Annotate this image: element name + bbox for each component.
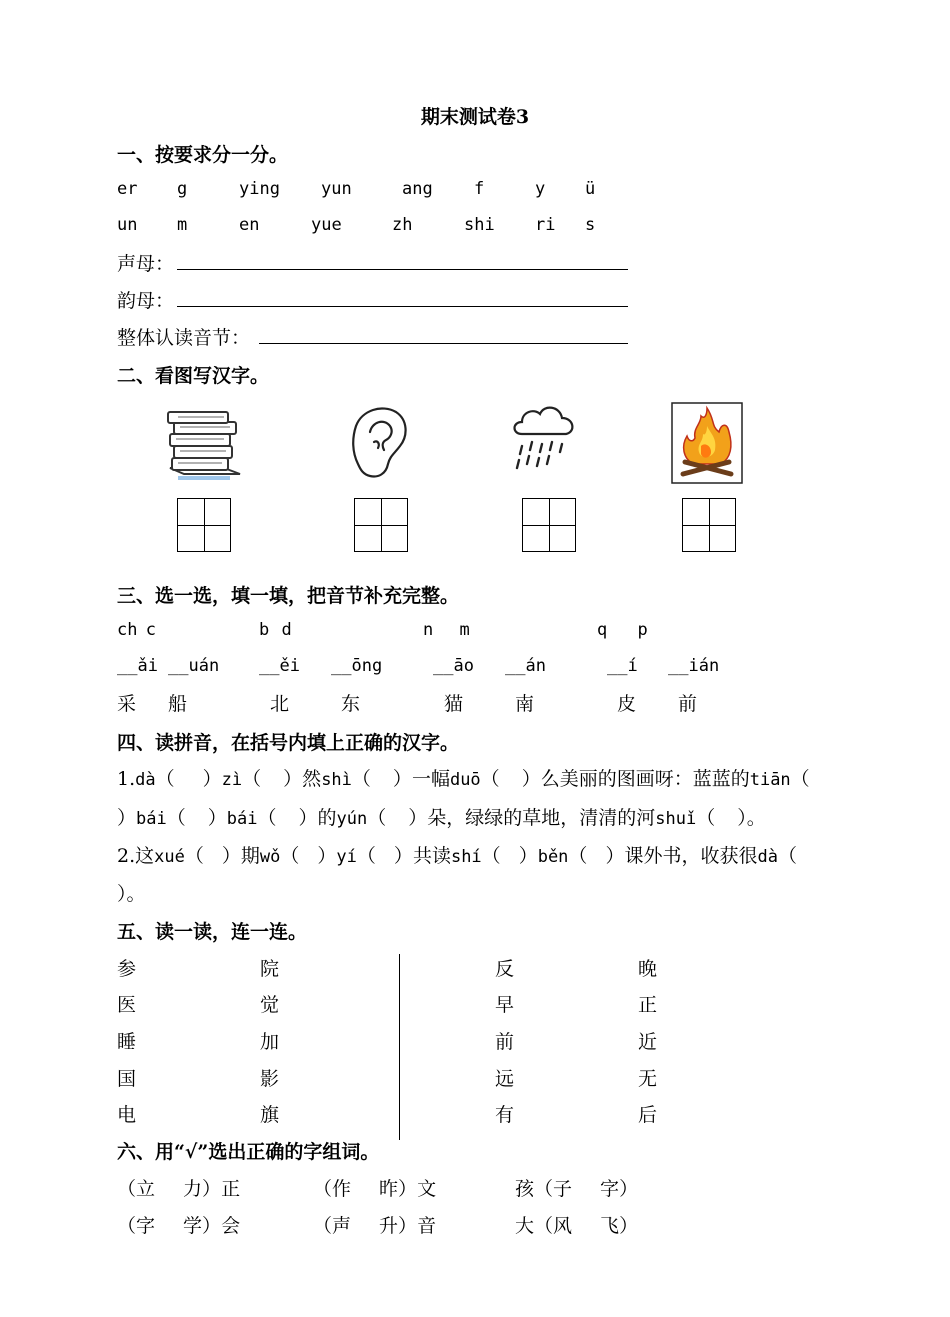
match-item[interactable]: 早 xyxy=(495,994,515,1016)
pinyin-item: f xyxy=(474,179,485,199)
fill-sentence-1b: ）bái（ ）bái（ ）的yún（ ）朵，绿绿的草地，清清的河shuǐ（ ）。 xyxy=(117,807,766,829)
section-5-heading: 五、读一读，连一连。 xyxy=(117,921,308,943)
pinyin: duō xyxy=(449,770,481,790)
pinyin-item: g xyxy=(177,179,188,199)
syllable-blank[interactable]: __ōng xyxy=(331,656,383,676)
rain-cloud-icon xyxy=(508,402,580,474)
page-title: 期末测试卷3 xyxy=(420,106,530,128)
pinyin-item: ying xyxy=(239,179,280,199)
text: 共读 xyxy=(412,845,451,867)
zhengti-answer-line[interactable] xyxy=(259,343,628,344)
writing-grid-box[interactable] xyxy=(177,498,231,552)
text: 。 xyxy=(746,807,766,829)
option[interactable]: 字 xyxy=(600,1178,620,1200)
option[interactable]: 升 xyxy=(379,1215,399,1237)
books-icon xyxy=(164,408,244,486)
word-char: 大 xyxy=(515,1215,535,1237)
zhengti-label: 整体认读音节： xyxy=(117,327,251,349)
syllable-blank[interactable]: __uán xyxy=(168,656,220,676)
writing-grid-box[interactable] xyxy=(354,498,408,552)
option[interactable]: 风 xyxy=(553,1215,573,1237)
fill-sentence-1a: 1.dà（ ）zì（ ）然shì（ ）一幅duō（ ）么美丽的图画呀：蓝蓝的tiān（ xyxy=(117,768,810,790)
match-item[interactable]: 前 xyxy=(495,1031,515,1053)
pinyin: shì xyxy=(321,770,352,790)
ear-icon xyxy=(348,402,410,480)
item-number: 1. xyxy=(117,768,136,790)
syllable-blank[interactable]: __ián xyxy=(668,656,720,676)
hint-char: 东 xyxy=(341,693,361,715)
match-item[interactable]: 正 xyxy=(638,994,658,1016)
match-item[interactable]: 睡 xyxy=(117,1031,137,1053)
pinyin-item: yun xyxy=(321,179,352,199)
syllable-blank[interactable]: __āo xyxy=(433,656,474,676)
pinyin: zì xyxy=(221,770,243,790)
text: 的 xyxy=(317,807,337,829)
match-item[interactable]: 电 xyxy=(117,1104,137,1126)
hint-char: 皮 xyxy=(617,693,637,715)
hint-char: 采 xyxy=(117,693,137,715)
text: 么美丽的图画呀：蓝蓝的 xyxy=(540,768,750,790)
option[interactable]: 作 xyxy=(332,1178,352,1200)
pinyin: běn xyxy=(537,847,569,867)
pinyin-item: y xyxy=(535,179,546,199)
yunmu-label: 韵母： xyxy=(117,290,175,312)
hint-char: 南 xyxy=(515,693,535,715)
pinyin-item: yue xyxy=(311,215,342,235)
syllable-blank[interactable]: __ǎi xyxy=(117,656,158,676)
match-item[interactable]: 院 xyxy=(260,958,280,980)
pinyin: tiān xyxy=(749,770,791,790)
section-6-heading: 六、用“√”选出正确的字组词。 xyxy=(117,1141,380,1163)
option[interactable]: 声 xyxy=(332,1215,352,1237)
choice-item: （字 学）会 xyxy=(117,1215,241,1237)
option[interactable]: 昨 xyxy=(379,1178,399,1200)
match-item[interactable]: 参 xyxy=(117,958,137,980)
syllable-blank[interactable]: __ěi xyxy=(259,656,300,676)
initial-group: ch c xyxy=(117,620,156,640)
pinyin: wǒ xyxy=(259,847,281,867)
pinyin: xué xyxy=(154,847,185,867)
option[interactable]: 力 xyxy=(183,1178,203,1200)
option[interactable]: 子 xyxy=(553,1178,573,1200)
choice-item: 大（风 飞） xyxy=(515,1215,639,1237)
word-char: 会 xyxy=(221,1215,241,1237)
pinyin-item: un xyxy=(117,215,138,235)
pinyin: bái xyxy=(226,809,258,829)
choice-item: （声 升）音 xyxy=(313,1215,437,1237)
section-1-heading: 一、按要求分一分。 xyxy=(117,144,289,166)
option[interactable]: 飞 xyxy=(600,1215,620,1237)
option[interactable]: 立 xyxy=(136,1178,156,1200)
syllable-blank[interactable]: __án xyxy=(505,656,546,676)
initial-group: q p xyxy=(597,620,648,640)
match-item[interactable]: 远 xyxy=(495,1068,515,1090)
match-item[interactable]: 加 xyxy=(260,1031,280,1053)
shengmu-label: 声母： xyxy=(117,253,175,275)
writing-grid-box[interactable] xyxy=(522,498,576,552)
option[interactable]: 学 xyxy=(183,1215,203,1237)
section-3-heading: 三、选一选，填一填，把音节补充完整。 xyxy=(117,585,460,607)
pinyin-item: en xyxy=(239,215,260,235)
hint-char: 前 xyxy=(678,693,698,715)
pinyin: dà xyxy=(757,847,778,867)
hint-char: 北 xyxy=(270,693,290,715)
yunmu-answer-line[interactable] xyxy=(177,306,628,307)
match-item[interactable]: 近 xyxy=(638,1031,658,1053)
pinyin: bái xyxy=(136,809,167,829)
match-item[interactable]: 无 xyxy=(638,1068,658,1090)
word-char: 正 xyxy=(221,1178,241,1200)
pinyin: dà xyxy=(135,770,156,790)
writing-grid-box[interactable] xyxy=(682,498,736,552)
word-char: 文 xyxy=(417,1178,437,1200)
text: 期 xyxy=(240,845,260,867)
match-item[interactable]: 反 xyxy=(495,958,515,980)
word-char: 音 xyxy=(417,1215,437,1237)
section-4-heading: 四、读拼音，在括号内填上正确的汉字。 xyxy=(117,732,460,754)
text: 一幅 xyxy=(411,768,450,790)
word-char: 孩 xyxy=(515,1178,535,1200)
fill-sentence-2b: ）。 xyxy=(117,883,146,905)
match-item[interactable]: 医 xyxy=(117,994,137,1016)
text: 2.这 xyxy=(117,845,155,867)
pinyin: shuǐ xyxy=(655,809,697,829)
option[interactable]: 字 xyxy=(136,1215,156,1237)
text: 然 xyxy=(302,768,322,790)
pinyin-item: zh xyxy=(392,215,413,235)
pinyin-item: ang xyxy=(402,179,433,199)
pinyin: shí xyxy=(450,847,482,867)
match-item[interactable]: 晚 xyxy=(638,958,658,980)
pinyin: yún xyxy=(336,809,368,829)
pinyin-item: m xyxy=(177,215,188,235)
divider-line xyxy=(399,954,400,1140)
fire-icon xyxy=(671,402,743,484)
choice-item: 孩（子 字） xyxy=(515,1178,639,1200)
syllable-blank[interactable]: __í xyxy=(607,656,638,676)
match-item[interactable]: 有 xyxy=(495,1104,515,1126)
pinyin-item: ri xyxy=(535,215,556,235)
match-item[interactable]: 后 xyxy=(638,1104,658,1126)
initial-group: n m xyxy=(423,620,470,640)
section-2-heading: 二、看图写汉字。 xyxy=(117,365,270,387)
pinyin-item: shi xyxy=(464,215,495,235)
text: 课外书，收获很 xyxy=(624,845,758,867)
text: 。 xyxy=(126,883,146,905)
pinyin-item: ü xyxy=(585,179,596,199)
pinyin: yí xyxy=(336,847,357,867)
fill-sentence-2a: 2.这xué（ ）期wǒ（ ）yí（ ）共读shí（ ）běn（ ）课外书，收获很dà（ xyxy=(117,845,797,867)
hint-char: 猫 xyxy=(444,693,464,715)
match-item[interactable]: 国 xyxy=(117,1068,137,1090)
text: 朵，绿绿的草地，清清的河 xyxy=(427,807,656,829)
match-item[interactable]: 影 xyxy=(260,1068,280,1090)
pinyin-item: er xyxy=(117,179,138,199)
shengmu-answer-line[interactable] xyxy=(177,269,628,270)
initial-group: b d xyxy=(259,620,292,640)
pinyin-item: s xyxy=(585,215,596,235)
hint-char: 船 xyxy=(168,693,188,715)
match-item[interactable]: 觉 xyxy=(260,994,280,1016)
match-item[interactable]: 旗 xyxy=(260,1104,280,1126)
choice-item: （作 昨）文 xyxy=(313,1178,437,1200)
choice-item: （立 力）正 xyxy=(117,1178,241,1200)
